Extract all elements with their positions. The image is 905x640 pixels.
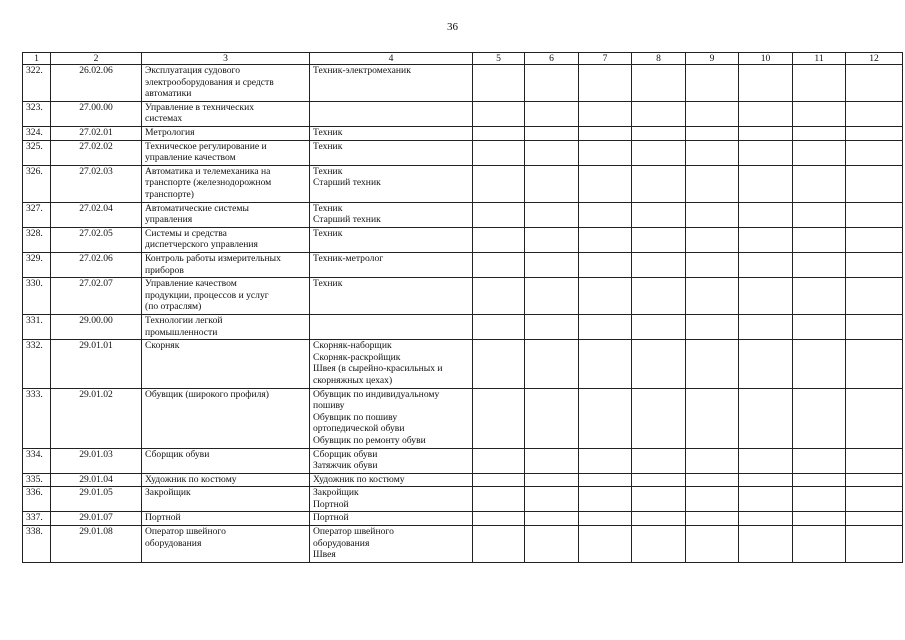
code-cell: 29.01.05 [51, 487, 142, 512]
empty-cell [739, 388, 793, 448]
specialty-name-cell [142, 252, 310, 277]
specialty-name-line: Оператор швейного [145, 526, 226, 538]
specialty-name-line: автоматики [145, 88, 192, 100]
qualification-cell [310, 252, 473, 277]
empty-cell [632, 202, 686, 227]
specialty-name-line: Метрология [145, 126, 195, 138]
empty-cell [846, 388, 903, 448]
empty-cell [473, 140, 525, 165]
empty-cell [739, 526, 793, 563]
specialty-name-line: транспорте) [145, 188, 195, 200]
empty-cell [473, 487, 525, 512]
empty-cell [632, 526, 686, 563]
code-cell: 29.01.08 [51, 526, 142, 563]
empty-cell [632, 340, 686, 388]
empty-cell [686, 252, 739, 277]
qualification-line: Скорняк-наборщик [313, 340, 392, 352]
specialty-name-cell [142, 512, 310, 526]
qualification-line: Техник [313, 278, 343, 290]
table-row [23, 101, 903, 126]
empty-cell [632, 65, 686, 102]
empty-cell [579, 227, 632, 252]
table-row [23, 65, 903, 102]
table-body [23, 65, 903, 563]
empty-cell [579, 512, 632, 526]
empty-cell [632, 512, 686, 526]
empty-cell [739, 165, 793, 202]
row-number-cell: 333. [23, 388, 51, 448]
code-cell: 27.02.01 [51, 126, 142, 140]
empty-cell [739, 473, 793, 487]
code-cell: 27.02.04 [51, 202, 142, 227]
qualification-line: Закройщик [313, 487, 359, 499]
specialty-name-line: Художник по костюму [145, 473, 237, 485]
specialty-name-line: управление качеством [145, 152, 236, 164]
empty-cell [739, 252, 793, 277]
empty-cell [686, 140, 739, 165]
specialty-name-line: системах [145, 113, 183, 125]
empty-cell [793, 252, 846, 277]
specialty-name-line: (по отраслям) [145, 301, 202, 313]
empty-cell [793, 340, 846, 388]
qualification-line: Портной [313, 512, 349, 524]
empty-cell [525, 526, 579, 563]
empty-cell [525, 227, 579, 252]
empty-cell [579, 314, 632, 339]
row-number-cell: 325. [23, 140, 51, 165]
empty-cell [846, 487, 903, 512]
specialty-name-line: Портной [145, 512, 181, 524]
header-row [23, 53, 903, 65]
table-row [23, 165, 903, 202]
empty-cell [525, 473, 579, 487]
column-header: 7 [579, 53, 632, 65]
empty-cell [846, 65, 903, 102]
table-row [23, 512, 903, 526]
specialty-name-cell [142, 65, 310, 102]
empty-cell [525, 126, 579, 140]
empty-cell [632, 165, 686, 202]
row-number-cell: 324. [23, 126, 51, 140]
empty-cell [473, 165, 525, 202]
column-header: 3 [142, 53, 310, 65]
code-cell: 27.02.05 [51, 227, 142, 252]
specialty-name-line: Автоматика и телемеханика на [145, 165, 271, 177]
empty-cell [846, 526, 903, 563]
empty-cell [579, 252, 632, 277]
empty-cell [525, 314, 579, 339]
table-row [23, 473, 903, 487]
empty-cell [686, 526, 739, 563]
table-row [23, 340, 903, 388]
page-number: 36 [447, 21, 458, 33]
empty-cell [579, 65, 632, 102]
empty-cell [579, 340, 632, 388]
empty-cell [632, 101, 686, 126]
empty-cell [632, 278, 686, 315]
empty-cell [793, 473, 846, 487]
qualification-line: скорняжных цехах) [313, 374, 393, 386]
qualification-cell [310, 314, 473, 339]
code-cell: 29.01.01 [51, 340, 142, 388]
qualification-cell [310, 227, 473, 252]
qualification-cell [310, 165, 473, 202]
empty-cell [793, 512, 846, 526]
qualification-line: Обувщик по ремонту обуви [313, 434, 426, 446]
empty-cell [846, 227, 903, 252]
qualification-line: Швея [313, 549, 336, 561]
empty-cell [846, 126, 903, 140]
empty-cell [686, 202, 739, 227]
specialty-name-cell [142, 227, 310, 252]
empty-cell [579, 388, 632, 448]
specialty-name-cell [142, 526, 310, 563]
empty-cell [632, 227, 686, 252]
empty-cell [739, 448, 793, 473]
empty-cell [793, 278, 846, 315]
code-cell: 29.01.07 [51, 512, 142, 526]
specialty-name-line: Обувщик (широкого профиля) [145, 388, 269, 400]
qualification-line: Старший техник [313, 214, 381, 226]
specialty-name-line: диспетчерского управления [145, 239, 258, 251]
empty-cell [686, 278, 739, 315]
specialty-name-cell [142, 473, 310, 487]
specialty-name-line: Системы и средства [145, 227, 227, 239]
empty-cell [473, 340, 525, 388]
row-number-cell: 334. [23, 448, 51, 473]
code-cell: 29.01.03 [51, 448, 142, 473]
qualification-line: Техник [313, 140, 343, 152]
empty-cell [846, 140, 903, 165]
table-row [23, 140, 903, 165]
qualification-line: Оператор швейного [313, 526, 394, 538]
qualification-cell [310, 512, 473, 526]
empty-cell [793, 165, 846, 202]
code-cell: 29.00.00 [51, 314, 142, 339]
qualification-line: оборудования [313, 537, 370, 549]
empty-cell [579, 526, 632, 563]
empty-cell [473, 227, 525, 252]
specialty-name-line: Технологии легкой [145, 314, 223, 326]
specialty-name-line: продукции, процессов и услуг [145, 289, 269, 301]
row-number-cell: 326. [23, 165, 51, 202]
qualification-line: Техник [313, 165, 343, 177]
empty-cell [632, 126, 686, 140]
empty-cell [686, 314, 739, 339]
specialty-name-cell [142, 165, 310, 202]
empty-cell [793, 314, 846, 339]
table-row [23, 487, 903, 512]
column-header: 9 [686, 53, 739, 65]
column-header: 12 [846, 53, 903, 65]
empty-cell [846, 473, 903, 487]
empty-cell [525, 487, 579, 512]
code-cell: 29.01.02 [51, 388, 142, 448]
empty-cell [473, 126, 525, 140]
table-row [23, 227, 903, 252]
code-cell: 27.02.03 [51, 165, 142, 202]
empty-cell [686, 227, 739, 252]
row-number-cell: 336. [23, 487, 51, 512]
qualification-line: Скорняк-раскройщик [313, 351, 401, 363]
specialty-name-cell [142, 101, 310, 126]
specialty-name-cell [142, 388, 310, 448]
row-number-cell: 332. [23, 340, 51, 388]
specialty-name-line: Управление в технических [145, 101, 255, 113]
specialties-table [22, 52, 903, 563]
qualification-line: Техник [313, 202, 343, 214]
qualification-line: Обувщик по индивидуальному [313, 388, 440, 400]
empty-cell [579, 473, 632, 487]
specialty-name-cell [142, 202, 310, 227]
column-header: 4 [310, 53, 473, 65]
qualification-cell [310, 126, 473, 140]
column-header: 5 [473, 53, 525, 65]
empty-cell [686, 340, 739, 388]
empty-cell [525, 65, 579, 102]
empty-cell [525, 140, 579, 165]
empty-cell [793, 526, 846, 563]
row-number-cell: 338. [23, 526, 51, 563]
specialty-name-cell [142, 278, 310, 315]
empty-cell [793, 140, 846, 165]
column-header: 10 [739, 53, 793, 65]
qualification-line: Художник по костюму [313, 473, 405, 485]
empty-cell [739, 202, 793, 227]
qualification-line: Швея (в сырейно-красильных и [313, 363, 443, 375]
empty-cell [739, 512, 793, 526]
empty-cell [686, 165, 739, 202]
empty-cell [632, 314, 686, 339]
empty-cell [525, 252, 579, 277]
empty-cell [473, 526, 525, 563]
empty-cell [473, 202, 525, 227]
qualification-cell [310, 526, 473, 563]
qualification-cell [310, 278, 473, 315]
empty-cell [686, 473, 739, 487]
empty-cell [793, 65, 846, 102]
code-cell: 27.02.06 [51, 252, 142, 277]
table-row [23, 526, 903, 563]
empty-cell [739, 65, 793, 102]
qualification-line: Техник [313, 126, 343, 138]
qualification-line: Техник-метролог [313, 252, 384, 264]
empty-cell [473, 473, 525, 487]
row-number-cell: 330. [23, 278, 51, 315]
table-row [23, 448, 903, 473]
empty-cell [846, 278, 903, 315]
qualification-line: ортопедической обуви [313, 423, 405, 435]
empty-cell [579, 278, 632, 315]
empty-cell [473, 448, 525, 473]
empty-cell [793, 227, 846, 252]
row-number-cell: 323. [23, 101, 51, 126]
empty-cell [473, 278, 525, 315]
empty-cell [632, 448, 686, 473]
table-row [23, 388, 903, 448]
qualification-cell [310, 340, 473, 388]
empty-cell [632, 487, 686, 512]
qualification-line: Затяжчик обуви [313, 460, 378, 472]
empty-cell [525, 448, 579, 473]
empty-cell [473, 252, 525, 277]
column-header: 1 [23, 53, 51, 65]
empty-cell [793, 202, 846, 227]
empty-cell [846, 101, 903, 126]
specialty-name-line: управления [145, 214, 193, 226]
column-header: 8 [632, 53, 686, 65]
empty-cell [525, 512, 579, 526]
empty-cell [686, 487, 739, 512]
empty-cell [473, 314, 525, 339]
empty-cell [846, 340, 903, 388]
specialty-name-line: Закройщик [145, 487, 191, 499]
specialty-name-cell [142, 140, 310, 165]
empty-cell [525, 101, 579, 126]
table-row [23, 314, 903, 339]
empty-cell [579, 126, 632, 140]
qualification-cell [310, 202, 473, 227]
empty-cell [525, 278, 579, 315]
empty-cell [793, 388, 846, 448]
code-cell: 27.02.02 [51, 140, 142, 165]
qualification-line: Старший техник [313, 177, 381, 189]
empty-cell [686, 512, 739, 526]
empty-cell [632, 473, 686, 487]
qualification-line: Обувщик по пошиву [313, 411, 398, 423]
specialty-name-cell [142, 340, 310, 388]
empty-cell [739, 140, 793, 165]
empty-cell [525, 165, 579, 202]
specialty-name-line: Скорняк [145, 340, 180, 352]
specialty-name-line: Эксплуатация судового [145, 65, 241, 76]
empty-cell [686, 126, 739, 140]
empty-cell [739, 227, 793, 252]
qualification-cell [310, 448, 473, 473]
empty-cell [632, 252, 686, 277]
code-cell: 27.00.00 [51, 101, 142, 126]
specialty-name-line: Контроль работы измерительных [145, 252, 281, 264]
specialty-name-cell [142, 448, 310, 473]
empty-cell [846, 252, 903, 277]
empty-cell [793, 448, 846, 473]
empty-cell [739, 487, 793, 512]
specialty-name-line: Сборщик обуви [145, 448, 210, 460]
table-row [23, 278, 903, 315]
empty-cell [686, 65, 739, 102]
qualification-cell [310, 65, 473, 102]
row-number-cell: 337. [23, 512, 51, 526]
empty-cell [846, 165, 903, 202]
specialty-name-line: оборудования [145, 537, 202, 549]
empty-cell [579, 202, 632, 227]
specialty-name-line: Автоматические системы [145, 202, 249, 214]
specialty-name-line: Техническое регулирование и [145, 140, 267, 152]
empty-cell [473, 388, 525, 448]
empty-cell [793, 487, 846, 512]
row-number-cell: 328. [23, 227, 51, 252]
qualification-line: Сборщик обуви [313, 448, 378, 460]
column-header: 2 [51, 53, 142, 65]
column-header: 6 [525, 53, 579, 65]
empty-cell [579, 140, 632, 165]
empty-cell [473, 101, 525, 126]
empty-cell [739, 126, 793, 140]
empty-cell [739, 278, 793, 315]
specialty-name-cell [142, 126, 310, 140]
specialty-name-line: промышленности [145, 326, 218, 338]
empty-cell [686, 448, 739, 473]
empty-cell [739, 101, 793, 126]
row-number-cell: 331. [23, 314, 51, 339]
code-cell: 29.01.04 [51, 473, 142, 487]
empty-cell [686, 101, 739, 126]
empty-cell [579, 487, 632, 512]
table-row [23, 202, 903, 227]
table-row [23, 252, 903, 277]
empty-cell [793, 126, 846, 140]
specialty-name-line: электрооборудования и средств [145, 76, 274, 88]
empty-cell [579, 101, 632, 126]
column-header: 11 [793, 53, 846, 65]
empty-cell [579, 165, 632, 202]
empty-cell [632, 388, 686, 448]
qualification-cell [310, 140, 473, 165]
empty-cell [793, 101, 846, 126]
code-cell: 27.02.07 [51, 278, 142, 315]
empty-cell [739, 314, 793, 339]
empty-cell [473, 65, 525, 102]
empty-cell [846, 512, 903, 526]
empty-cell [846, 314, 903, 339]
specialty-name-cell [142, 314, 310, 339]
qualification-cell [310, 101, 473, 126]
qualification-line: Техник-электромеханик [313, 65, 411, 76]
empty-cell [525, 202, 579, 227]
row-number-cell: 322. [23, 65, 51, 102]
qualification-cell [310, 388, 473, 448]
code-cell: 26.02.06 [51, 65, 142, 102]
row-number-cell: 327. [23, 202, 51, 227]
specialty-name-line: транспорте (железнодорожном [145, 177, 272, 189]
empty-cell [846, 202, 903, 227]
specialty-name-cell [142, 487, 310, 512]
qualification-line: Портной [313, 498, 349, 510]
qualification-cell [310, 473, 473, 487]
empty-cell [739, 340, 793, 388]
empty-cell [632, 140, 686, 165]
empty-cell [473, 512, 525, 526]
qualification-line: Техник [313, 227, 343, 239]
empty-cell [846, 448, 903, 473]
empty-cell [579, 448, 632, 473]
specialty-name-line: Управление качеством [145, 278, 237, 290]
specialty-name-line: приборов [145, 264, 184, 276]
row-number-cell: 335. [23, 473, 51, 487]
qualification-line: пошиву [313, 400, 345, 412]
empty-cell [686, 388, 739, 448]
qualification-cell [310, 487, 473, 512]
row-number-cell: 329. [23, 252, 51, 277]
table-row [23, 126, 903, 140]
empty-cell [525, 340, 579, 388]
empty-cell [525, 388, 579, 448]
